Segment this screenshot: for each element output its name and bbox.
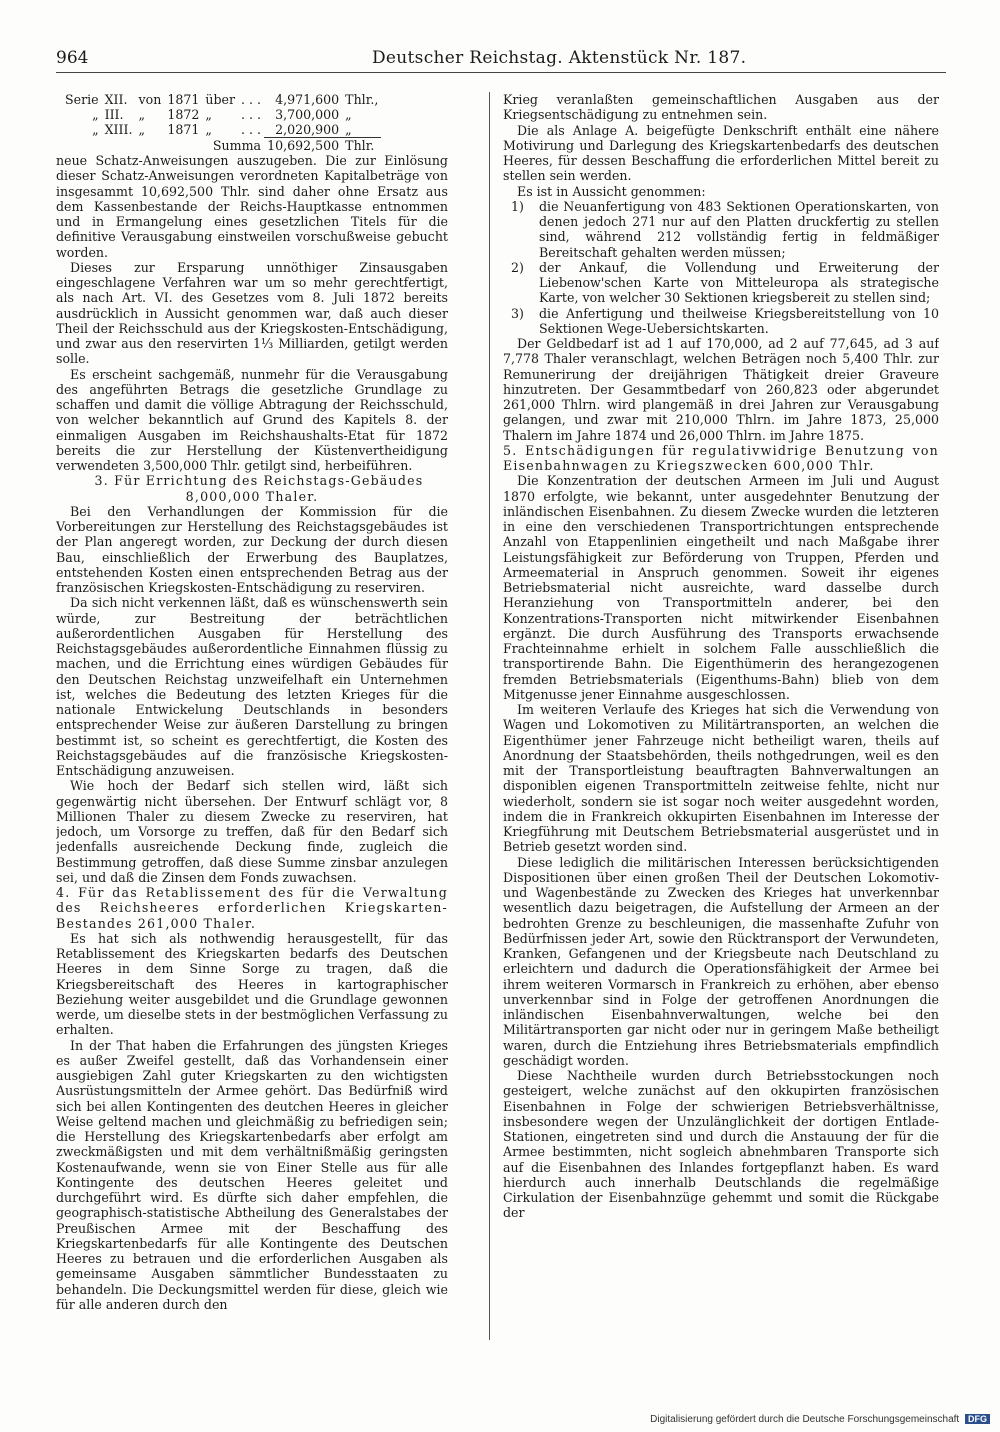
serie-row: [62, 107, 381, 122]
left-column: [56, 92, 448, 1340]
serie-amount: 2,020,900: [275, 122, 340, 137]
right-column: [503, 92, 939, 1340]
serie-year: 1872: [167, 107, 200, 122]
paragraph: Krieg veranlaßten gemeinschaftlichen Ausgaben aus der Kriegsentschädigung zu entnehmen sein.: [503, 92, 939, 123]
sum-label: Summa: [212, 137, 262, 153]
serie-number: XIII.: [104, 122, 133, 138]
serie-label: „: [92, 107, 99, 122]
paragraph: Die als Anlage A. beigefügte Denkschrift enthält eine nähere Motivirung und Darlegung des Kriegskartenbedarfs des deutschen Heeres, für dessen Beschaffung die erforderlichen Mittel bereit zu stellen sein werden.: [503, 122, 939, 184]
list-text: die Anfertigung und theilweise Kriegsbereitstellung von 10 Sektionen Wege-Uebersichtskarten.: [539, 305, 939, 336]
serie-prep: „: [205, 107, 212, 122]
serie-unit: „: [345, 122, 352, 137]
paragraph: Der Geldbedarf ist ad 1 auf 170,000, ad 2 auf 77,645, ad 3 auf 7,778 Thaler veranschlagt, welchen Beträgen noch 5,400 Thlr. zur Remunerirung der dreijährigen Thätigkeit dreier Graveure hinzutreten. Der Gesammtbedarf von 260,823 oder abgerundet 261,000 Thlrn. wird plangemäß in drei Jahren zur Verausgabung gelangen, und zwar mit 210,000 Thlrn. im Jahre 1873, 25,000 Thalern im Jahre 1874 und 26,000 Thlrn. im Jahre 1875.: [503, 336, 939, 443]
serie-dots: . . .: [241, 122, 262, 138]
paragraph: Da sich nicht verkennen läßt, daß es wünschenswerth sein würde, zur Bestreitung der beträchtlichen außerordentlichen Ausgaben für Herstellung des Reichstagsgebäudes außerordentliche Einnahmen flüssig zu machen, und die Errichtung eines würdigen Gebäudes für den Deutschen Reichstag unzweifelhaft ein Unternehmen ist, welches die Bedeutung des letzten Krieges für die nationale Entwickelung Deutschlands in besonders entsprechender Weise zur äußeren Darstellung zu bringen bestimmt ist, so scheint es gerechtfertigt, die Kosten des Reichstagsgebäudes auf die französische Kriegskosten-Entschädigung anzuweisen.: [56, 595, 448, 778]
list-item: [503, 260, 939, 306]
list-item: [503, 306, 939, 337]
serie-dots: . . .: [241, 107, 262, 122]
paragraph: Bei den Verhandlungen der Kommission für die Vorbereitungen zur Herstellung des Reichstagsgebäudes ist der Plan angeregt worden, zur Deckung der durch diesen Bau, einschließlich der Erwerbung des Bauplatzes, entstehenden Kosten einen entsprechenden Betrag aus der französischen Kriegskosten-Entschädigung zu reserviren.: [56, 503, 448, 595]
serie-row: [62, 122, 381, 138]
numbered-list: [503, 199, 939, 336]
paragraph: neue Schatz-Anweisungen auszugeben. Die zur Einlösung dieser Schatz-Anweisungen verordneten Kapitalbeträge von insgesammt 10,692,500 Thlr. sind daher ohne Ersatz aus dem Kassenbestande der Reichs-Hauptkasse entnommen und in Ermangelung eines gesetzlichen Titels für die definitive Verausgabung einstweilen vorschußweise gebucht worden.: [56, 153, 448, 260]
section-heading: 5. Entschädigungen für regulativwidrige Benutzung von Eisenbahnwagen zu Kriegszwecken 600,000 Thlr.: [503, 442, 939, 473]
list-text: der Ankauf, die Vollendung und Erweiterung der Liebenow'schen Karte von Mitteleuropa als strategische Karte, von welcher 30 Sektionen kriegsbereit zu stellen sind;: [539, 259, 939, 306]
paragraph: Es erscheint sachgemäß, nunmehr für die Verausgabung des angeführten Betrags die gesetzliche Grundlage zu schaffen und damit die völlige Abtragung der Reichsschuld, von welcher bekanntlich auf Grund des Kapitels 8. der einmaligen Ausgaben im Reichshaushalts-Etat für 1872 bereits die zur Herstellung der Küstenvertheidigung verwendeten 3,500,000 Thlr. getilgt sind, herbeiführen.: [56, 366, 448, 473]
serie-unit: Thlr.,: [345, 92, 379, 107]
paragraph: Die Konzentration der deutschen Armeen im Juli und August 1870 erfolgte, wie bekannt, unter ausgedehnter Benutzung der inländischen Eisenbahnen. Zu diesem Zwecke wurden die letzteren in eine den verschiedenen Transportrichtungen entsprechende Anzahl von Etappenlinien eingetheilt und nach Maßgabe ihrer Leistungsfähigkeit zur Beförderung von Truppen, Pferden und Armeematerial in Anspruch genommen. Soweit ihr eigenes Betriebsmaterial nicht ausreichte, ward dasselbe durch Heranziehung von Transportmitteln anderer, bei den Konzentrations-Transporten nicht mitwirkender Eisenbahnen ergänzt. Die durch Ausführung des Transports erwachsende Frachteinnahme erhielt in solchem Falle ausschließlich die transportirende Bahn. Die Eigenthümerin des herangezogenen fremden Betriebsmaterials (Eigenthums-Bahn) blieb von dem Mitgenusse jener Einnahme ausgeschlossen.: [503, 473, 939, 702]
list-number: 3): [511, 305, 524, 321]
serie-number: III.: [104, 107, 124, 122]
list-number: 2): [511, 259, 524, 275]
serie-table: [62, 92, 381, 153]
serie-row: [62, 92, 381, 107]
serie-sum-row: [62, 138, 381, 154]
column-divider: [489, 92, 490, 1340]
paragraph: Dieses zur Ersparung unnöthiger Zinsausgaben eingeschlagene Verfahren war um so mehr gerechtfertigt, als nach Art. VI. des Gesetzes vom 8. Juli 1872 bereits ausdrücklich in Aussicht genommen war, daß auch dieser Theil der Reichsschuld aus der Kriegskosten-Entschädigung, und zwar aus den reservirten 1⅓ Milliarden, getilgt werden solle.: [56, 259, 448, 367]
paragraph: Diese lediglich die militärischen Interessen berücksichtigenden Dispositionen über einen großen Theil der Deutschen Lokomotiv- und Wagenbestände zu Zwecken des Krieges hat unverkennbar wesentlich dazu beigetragen, die Aufstellung der Armeen an der bedrohten Grenze zu beschleunigen, die massenhafte Zufuhr von Bedürfnissen jeder Art, sowie den Rücktransport der Verwundeten, Kranken, Gefangenen und der Kriegsbeute nach Deutschland zu erleichtern und dadurch die Operationsfähigkeit der Armee bei ihrem weiteren Vormarsch in Frankreich zu erhöhen, aber ebenso unverkennbar sind in Folge der getroffenen Anordnungen die inländischen Eisenbahnverwaltungen, welche bei den Militärtransporten gar nicht oder nur in geringem Maße betheiligt waren, durch die Entziehung ihres Betriebsmaterials empfindlich geschädigt worden.: [503, 854, 939, 1068]
paragraph: Es ist in Aussicht genommen:: [517, 183, 706, 199]
serie-amount: 3,700,000: [275, 107, 340, 122]
credit-text: Digitalisierung gefördert durch die Deutsche Forschungsgemeinschaft: [650, 1414, 960, 1425]
section-heading: 4. Für das Retablissement des für die Verwaltung des Reichsheeres erforderlichen Kriegskarten-Bestandes 261,000 Thaler.: [56, 885, 448, 931]
serie-year: 1871: [167, 122, 200, 138]
serie-label: „: [92, 122, 99, 138]
paragraph: Im weiteren Verlaufe des Krieges hat sich die Verwendung von Wagen und Lokomotiven zu Militärtransporten, an welchen die Eigenthümer jener Fahrzeuge nicht betheiligt waren, theils auf Anordnung der Staatsbehörden, theils nothgedrungen, weil es den mit der Transportleistung beauftragten Bahnverwaltungen an disponiblen eigenen Transportmitteln zeitweise fehlte, nicht nur wiederholt, sondern sie ist sogar noch weiter ausgedehnt worden, indem die in Frankreich okkupirten Eisenbahnen im Interesse der Kriegführung mit Deutschem Betriebsmaterial ausgerüstet und in Betrieb gesetzt worden sind.: [503, 702, 939, 855]
dfg-logo: DFG: [965, 1414, 990, 1424]
serie-word: „: [138, 107, 146, 122]
page-number: 964: [56, 48, 89, 68]
list-number: 1): [511, 198, 524, 214]
serie-prep: über: [205, 92, 236, 107]
serie-word: „: [138, 122, 146, 138]
sum-unit: Thlr.: [342, 138, 381, 154]
list-item: [503, 199, 939, 260]
paragraph: Es hat sich als nothwendig herausgestellt, für das Retablissement des Kriegskarten bedarfs des Deutschen Heeres in dem Sinne Sorge zu tragen, daß die Kriegsbereitschaft des Heeres in kartographischer Beziehung weiter ausgebildet und die Grundlage gewonnen werde, um dieselbe stets in der bestmöglichen Verfassung zu erhalten.: [56, 930, 448, 1038]
serie-word: von: [138, 92, 162, 107]
paragraph: Wie hoch der Bedarf sich stellen wird, läßt sich gegenwärtig nicht übersehen. Der Entwurf schlägt vor, 8 Millionen Thaler zu diesem Zwecke zu reserviren, hat jedoch, um Vorsorge zu treffen, daß für den Bedarf sich jedenfalls ausreichende Deckung finde, zugleich die Bestimmung getroffen, daß diese Summe zinsbar anzulegen sei, und daß die Zinsen dem Fonds zuwachsen.: [56, 778, 448, 885]
paragraph: Diese Nachtheile wurden durch Betriebsstockungen noch gesteigert, welche zunächst auf den okkupirten französischen Eisenbahnen in Folge der schwierigen Betriebsverhältnisse, insbesondere wegen der Unzulänglichkeit der dortigen Entlade-Stationen, eingetreten sind und durch die Anstauung der für die Armee bestimmten, nicht sogleich abnehmbaren Transporte sich auf die Eisenbahnen des Inlandes fortgepflanzt haben. Es ward hierdurch auch innerhalb Deutschlands die regelmäßige Cirkulation der Eisenbahnzüge gehemmt und somit die Rückgabe der: [503, 1068, 939, 1221]
serie-prep: „: [205, 122, 212, 138]
serie-unit: „: [345, 107, 352, 122]
serie-number: XII.: [104, 92, 128, 107]
page-header: [56, 48, 946, 73]
list-text: die Neuanfertigung von 483 Sektionen Operationskarten, von denen jedoch 271 nur auf den Platten druckfertig zu stellen sind, während 212 vollständig fertig in feldmäßiger Bereitschaft gehalten werden müssen;: [539, 198, 939, 260]
digitization-credit: [650, 1414, 990, 1425]
paragraph: In der That haben die Erfahrungen des jüngsten Krieges es außer Zweifel gestellt, daß das Vorhandensein einer ausgiebigen Zahl guter Kriegskarten zu den wichtigsten Ausrüstungsmitteln der Armee gehört. Das Bedürfniß wird sich bei allen Kontingenten des deutchen Heeres in gleicher Weise geltend machen und gleichmäßig zu befriedigen sein; die Herstellung des Kriegskartenbedarfs aber erfolgt am zweckmäßigsten und mit dem verhältnißmäßig geringsten Kostenaufwande, wenn sie von Einer Stelle aus für alle Kontingente des deutschen Heeres geleitet und durchgeführt wird. Es dürfte sich daher empfehlen, die geographisch-statistische Abtheilung des Generalstabes der Preußischen Armee mit der Beschaffung des Kriegskartenbedarfs für alle Kontingente des Deutschen Heeres zu betrauen und die erforderlichen Ausgaben als gemeinsame Ausgaben sämmtlicher Bundesstaaten zu behandeln. Die Deckungsmittel werden für diese, gleich wie für alle anderen durch den: [56, 1037, 448, 1312]
serie-year: 1871: [167, 92, 200, 107]
section-heading: 3. Für Errichtung des Reichstags-Gebäudes 8,000,000 Thaler.: [94, 473, 424, 504]
running-title: Deutscher Reichstag. Aktenstück Nr. 187.: [372, 48, 747, 68]
serie-amount: 4,971,600: [275, 92, 340, 107]
serie-label: Serie: [65, 92, 99, 107]
sum-amount: 10,692,500: [264, 138, 342, 154]
serie-dots: . . .: [241, 92, 262, 107]
